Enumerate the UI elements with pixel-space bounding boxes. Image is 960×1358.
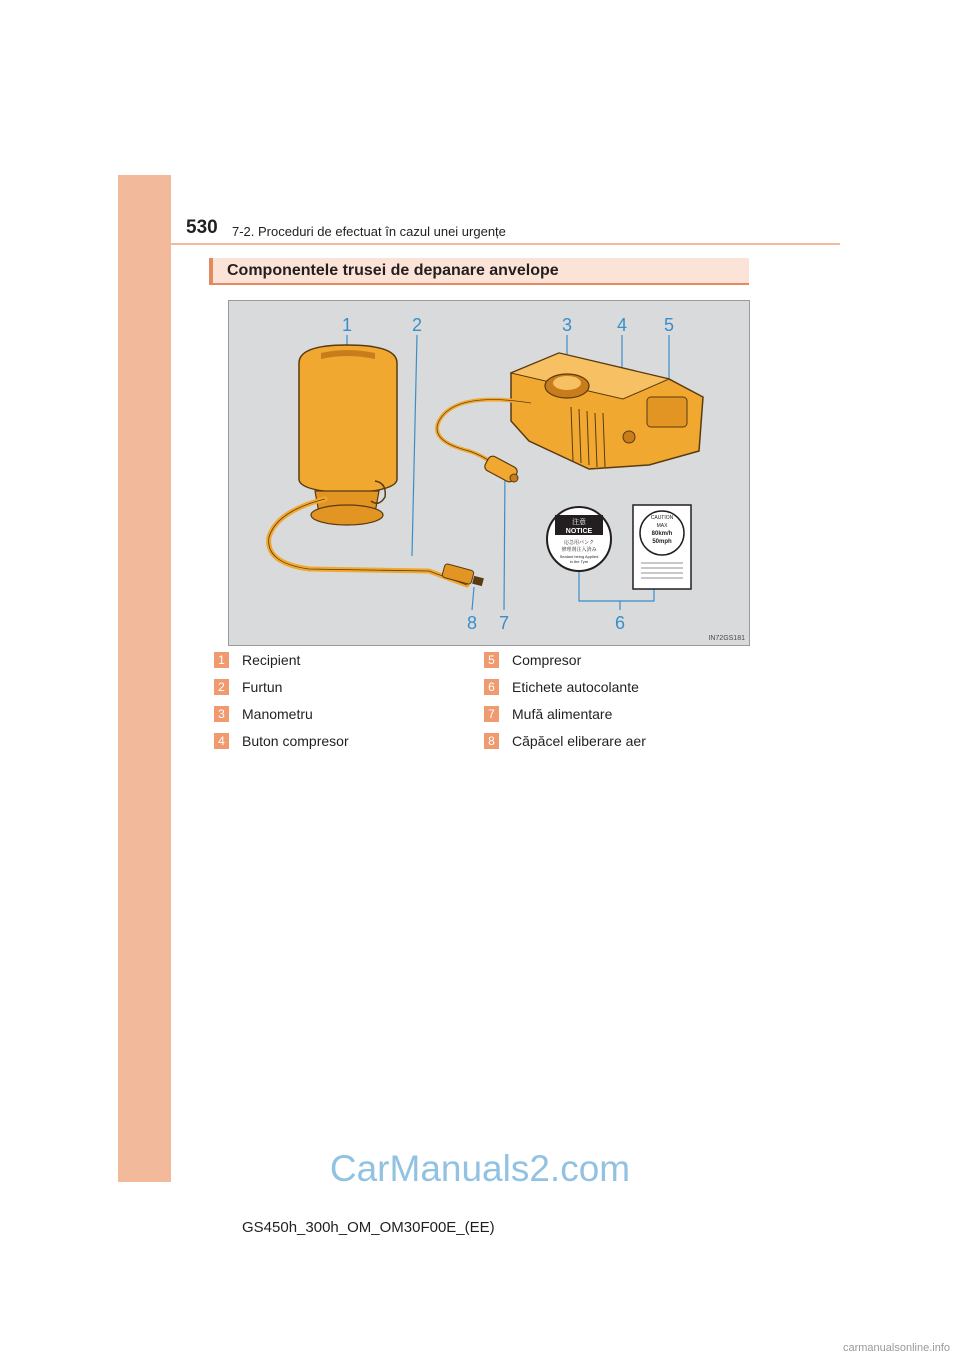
callout-5: 5 <box>663 315 675 335</box>
callout-6: 6 <box>614 613 626 633</box>
illustration-svg <box>229 301 751 647</box>
power-plug <box>483 454 519 483</box>
section-title: 7-2. Proceduri de efectuat în cazul unei urgențe <box>232 224 506 239</box>
legend-label: Compresor <box>512 652 582 668</box>
legend-label: Buton compresor <box>242 733 349 749</box>
legend-number: 6 <box>484 679 499 695</box>
legend-number: 3 <box>214 706 229 722</box>
footer-site-link[interactable]: carmanualsonline.info <box>842 1342 950 1354</box>
notice-line1: 応急用パンク <box>564 540 594 546</box>
notice-title-jp: 注意 <box>572 518 586 526</box>
compressor <box>511 353 703 469</box>
callout-8: 8 <box>466 613 478 633</box>
sealant-bottle <box>299 345 397 525</box>
notice-line2: 修理剤注入済み <box>561 547 597 553</box>
caution-speed-mph: 50mph <box>652 539 672 545</box>
legend-label: Recipient <box>242 652 301 668</box>
legend-label: Căpăcel eliberare aer <box>512 733 646 749</box>
document-code: GS450h_300h_OM_OM30F00E_(EE) <box>242 1219 495 1236</box>
legend-number: 2 <box>214 679 229 695</box>
header-rule <box>171 243 840 245</box>
caution-banner: CAUTION <box>650 515 674 521</box>
legend-number: 1 <box>214 652 229 668</box>
legend-label: Etichete autocolante <box>512 679 639 695</box>
page-number: 530 <box>186 217 218 238</box>
watermark-link[interactable]: CarManuals2.com <box>329 1148 631 1189</box>
legend-label: Mufă alimentare <box>512 706 613 722</box>
legend-label: Manometru <box>242 706 313 722</box>
subheading-bar <box>209 258 749 285</box>
notice-line3: Sealant being Applied <box>559 554 599 559</box>
notice-sticker <box>547 507 611 571</box>
notice-line4: in the Tyre <box>569 559 589 564</box>
air-release-cap <box>442 563 484 586</box>
legend-number: 8 <box>484 733 499 749</box>
repair-kit-illustration <box>228 300 750 646</box>
caution-speed-kmh: 80km/h <box>651 531 673 537</box>
notice-title-en: NOTICE <box>565 528 593 535</box>
figure-code: IN72GS181 <box>708 635 745 642</box>
legend-number: 5 <box>484 652 499 668</box>
callout-7: 7 <box>498 613 510 633</box>
legend-number: 4 <box>214 733 229 749</box>
subheading-text: Componentele trusei de depanare anvelope <box>227 262 559 279</box>
side-tab-band <box>118 175 171 1182</box>
caution-max: MAX <box>656 523 668 529</box>
legend-number: 7 <box>484 706 499 722</box>
callout-3: 3 <box>561 315 573 335</box>
legend-label: Furtun <box>242 679 283 695</box>
callout-4: 4 <box>616 315 628 335</box>
caution-sticker <box>633 505 691 589</box>
callout-2: 2 <box>411 315 423 335</box>
callout-1: 1 <box>341 315 353 335</box>
